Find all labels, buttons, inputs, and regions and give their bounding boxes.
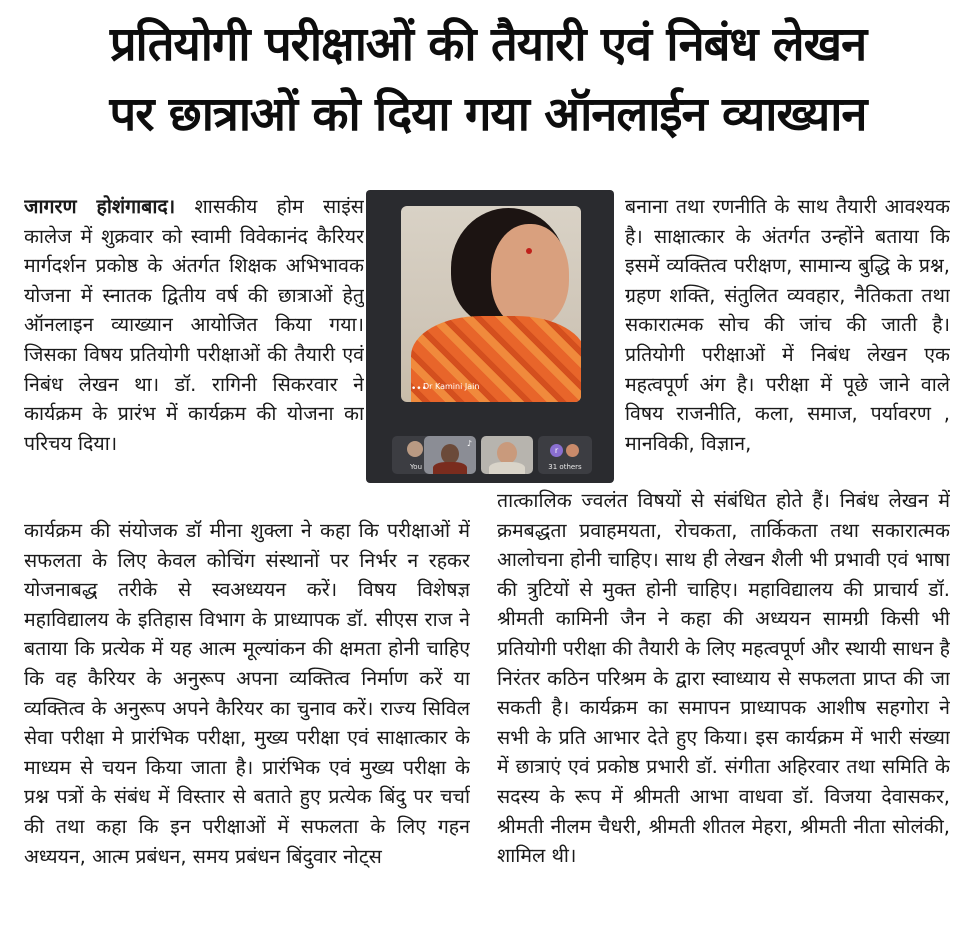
- thumb-you-label: You: [409, 463, 423, 471]
- headline-line-1: प्रतियोगी परीक्षाओं की तैयारी एवं निबंध लेखन: [109, 17, 867, 72]
- mic-icon: ♪: [466, 439, 472, 448]
- thumb-others: [538, 436, 592, 474]
- headline-line-2: पर छात्राओं को दिया गया ऑनलाईन व्याख्यान: [109, 87, 867, 142]
- headline: [0, 10, 976, 150]
- article-text-left: शासकीय होम साइंस कालेज में शुक्रवार को स्वामी विवेकानंद कैरियर मार्गदर्शन प्रकोष्ठ के अंतर्गत शिक्षक अभिभावक योजना में स्नातक द्वितीय वर्ष की छात्राओं हेतु ऑनलाइन व्याख्यान आयोजित किया गया। जिसका विषय प्रतियोगी परीक्षाओं की तैयारी एवं निबंध लेखन था। डॉ. रागिनी सिकरवार ने कार्यक्रम के प्रारंभ में कार्यक्रम की योजना का परिचय दिया।: [24, 195, 364, 455]
- article-text-bottom-right: तात्कालिक ज्वलंत विषयों से संबंधित होते हैं। निबंध लेखन में क्रमबद्धता प्रवाहमयता, रोचकता, तार्किकता तथा सकारात्मक आलोचना होनी चाहिए। साथ ही लेखन शैली भी प्रभावी एवं भाषा की त्रुटियों से मुक्त होनी चाहिए। महाविद्यालय की प्राचार्य डॉ. श्रीमती कामिनी जैन ने कहा की अध्ययन सामग्री किसी भी प्रतियोगी परीक्षा की तैयारी के लिए महत्वपूर्ण और स्थायी साधन है निरंतर कठिन परिश्रम के द्वारा स्वाध्याय से सफलता प्राप्त की जा सकती है। कार्यक्रम का समापन प्राध्यापक आशीष सहगोरा ने सभी के प्रति आभार देते हुए किया। इस कार्यक्रम में भारी संख्या में छात्राएं एवं प्रकोष्ठ प्रभारी डॉ. संगीता अहिरवार तथा समिति के सदस्य के रूप में श्रीमती आभा वाधवा डॉ. विजया देवासकर, श्रीमती नीलम चैधरी, श्रीमती शीतल मेहरा, श्रीमती नीता सोलंकी, शामिल थी।: [497, 489, 950, 868]
- article-text-bottom-left: कार्यक्रम की संयोजक डॉ मीना शुक्ला ने कहा कि परीक्षाओं में सफलता के लिए केवल कोचिंग संस्थानों पर निर्भर न रहकर योजनाबद्ध तरीके से स्वअध्ययन करें। विषय विशेषज्ञ महाविद्यालय के इतिहास विभाग के प्राध्यापक डॉ. सीएस राज ने बताया कि प्रत्येक में यह आत्म मूल्यांकन की क्षमता होनी चाहिए कि वह कैरियर के अनुरूप अपना व्यक्तित्व निर्माण करें या व्यक्तित्व के अनुरूप अपने कैरियर का चुनाव करें। राज्य सिविल सेवा परीक्षा मे प्रारंभिक परीक्षा, मुख्य परीक्षा एवं साक्षात्कार के माध्यम से चयन किया जाता है। प्रारंभिक एवं मुख्य परीक्षा के प्रश्न पत्रों के संबंध में विस्तार से बताते हुए प्रत्येक बिंदु पर चर्चा की तथा कहा कि इन परीक्षाओं में सफलता के लिए गहन अध्ययन, आत्म प्रबंधन, समय प्रबंधन बिंदुवार नोट्स: [24, 519, 470, 868]
- thumb-participant-man: [424, 436, 476, 474]
- article-column-bottom-left: [24, 516, 470, 948]
- article-text-right: बनाना तथा रणनीति के साथ तैयारी आवश्यक है। साक्षात्कार के अंतर्गत उन्होंने बताया कि इसमें व्यक्तित्व परीक्षण, सामान्य बुद्धि के प्रश्न, ग्रहण शक्ति, संतुलित व्यवहार, नैतिकता तथा सकारात्मक सोच की जांच की जाती है। प्रतियोगी परीक्षाओं में निबंध लेखन एक महत्वपूर्ण अंग है। परीक्षा में पूछे जाने वाले विषय राजनीति, कला, समाज, पर्यावरण , मानविकी, विज्ञान,: [625, 195, 950, 455]
- article-column-right: [625, 192, 950, 488]
- main-speaker-tile: [401, 206, 581, 402]
- video-call-photo: [366, 190, 614, 483]
- others-avatar: r: [550, 444, 563, 457]
- more-options-icon: •••: [411, 384, 427, 394]
- dateline: जागरण होशंगाबाद।: [24, 195, 176, 218]
- speaker-name-label: Dr Kamini Jain: [423, 382, 480, 391]
- thumb-participant-woman: [481, 436, 533, 474]
- thumb-others-label: 31 others: [548, 463, 582, 471]
- article-column-left: [24, 192, 364, 510]
- article-column-bottom-right: [497, 486, 950, 948]
